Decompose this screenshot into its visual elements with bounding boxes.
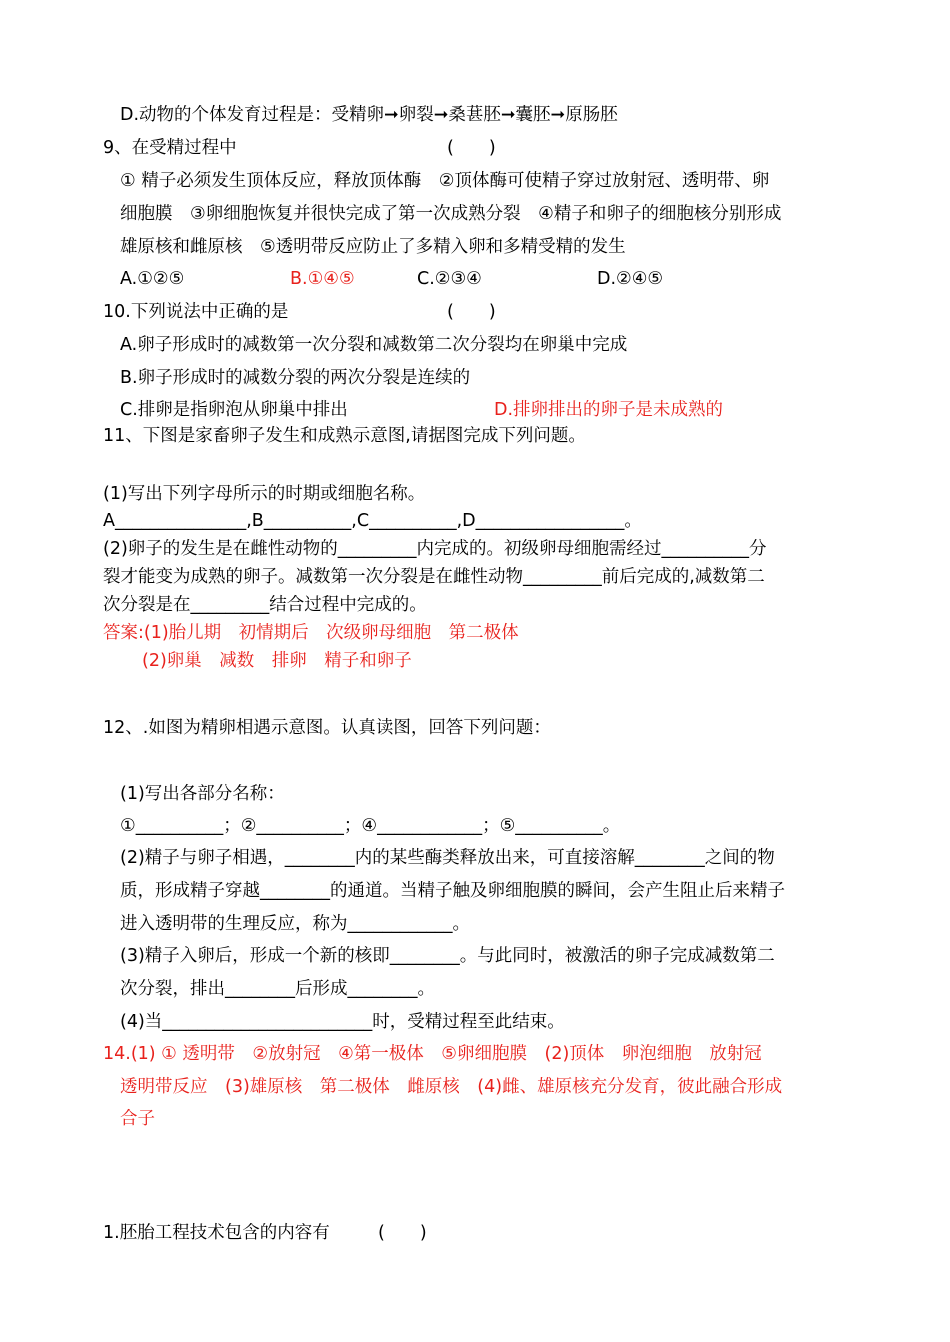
q12-stem: 12、.如图为精卵相遇示意图。认真读图，回答下列问题：: [103, 718, 551, 738]
next-q1-answer-paren: ( ): [378, 1223, 427, 1243]
answer-14-line-3: 合子: [120, 1109, 155, 1129]
q12-part-2-line-1: (2)精子与卵子相遇，________内的某些酶类释放出来，可直接溶解________之间的物: [120, 848, 775, 868]
q11-answer-line-1: 答案:(1)胎儿期 初情期后 次级卵母细胞 第二极体: [103, 623, 519, 643]
next-q1-stem: 1.胚胎工程技术包含的内容有: [103, 1223, 330, 1243]
q12-part-3-line-2: 次分裂，排出________后形成________。: [120, 979, 435, 999]
q11-part-1: (1)写出下列字母所示的时期或细胞名称。: [103, 484, 426, 504]
q9-statement-line-3: 雄原核和雌原核 ⑤透明带反应防止了多精入卵和多精受精的发生: [120, 237, 626, 257]
q12-part-4: (4)当________________________时，受精过程至此结束。: [120, 1012, 565, 1032]
q12-part-2-line-3: 进入透明带的生理反应，称为____________。: [120, 914, 470, 934]
q10-option-c: C.排卵是指卵泡从卵巢中排出: [120, 400, 348, 420]
answer-14-line-1: 14.(1) ① 透明带 ②放射冠 ④第一极体 ⑤卵细胞膜 (2)顶体 卵泡细胞 放射冠: [103, 1044, 762, 1064]
q12-part-1: (1)写出各部分名称：: [120, 784, 285, 804]
q11-part-2-line-3: 次分裂是在_________结合过程中完成的。: [103, 595, 427, 615]
q9-stem: 9、在受精过程中: [103, 138, 237, 158]
q9-answer-paren: ( ): [447, 138, 496, 158]
q11-part-1-blanks: A_______________,B__________,C__________,D_________________。: [103, 511, 642, 531]
q11-answer-line-2: (2)卵巢 减数 排卵 精子和卵子: [142, 651, 412, 671]
q8-option-d: D.动物的个体发育过程是：受精卵➞卵裂➞桑葚胚➞囊胚➞原肠胚: [120, 105, 618, 125]
q11-part-2-line-2: 裂才能变为成熟的卵子。减数第一次分裂是在雌性动物_________前后完成的,减数第二: [103, 567, 765, 587]
q12-part-1-blanks: ①__________；②__________；④____________；⑤__________。: [120, 816, 621, 836]
q9-option-b-answer: B.①④⑤: [290, 269, 355, 289]
q12-part-3-line-1: (3)精子入卵后，形成一个新的核即________。与此同时，被激活的卵子完成减数第二: [120, 946, 775, 966]
q10-option-d-answer: D.排卵排出的卵子是未成熟的: [494, 400, 724, 420]
q9-option-a: A.①②⑤: [120, 269, 185, 289]
q9-statement-line-1: ① 精子必须发生顶体反应，释放顶体酶 ②顶体酶可使精子穿过放射冠、透明带、卵: [120, 171, 770, 191]
q10-answer-paren: ( ): [447, 302, 496, 322]
q10-option-b: B.卵子形成时的减数分裂的两次分裂是连续的: [120, 368, 471, 388]
q11-part-2-line-1: (2)卵子的发生是在雌性动物的_________内完成的。初级卵母细胞需经过__________分: [103, 539, 767, 559]
q10-option-a: A.卵子形成时的减数第一次分裂和减数第二次分裂均在卵巢中完成: [120, 335, 628, 355]
q10-stem: 10.下列说法中正确的是: [103, 302, 289, 322]
q9-option-d: D.②④⑤: [597, 269, 664, 289]
answer-14-line-2: 透明带反应 (3)雄原核 第二极体 雌原核 (4)雌、雄原核充分发育，彼此融合形成: [120, 1077, 783, 1097]
q11-stem: 11、下图是家畜卵子发生和成熟示意图,请据图完成下列问题。: [103, 426, 586, 446]
q12-part-2-line-2: 质，形成精子穿越________的通道。当精子触及卵细胞膜的瞬间，会产生阻止后来精子: [120, 881, 785, 901]
q9-statement-line-2: 细胞膜 ③卵细胞恢复并很快完成了第一次成熟分裂 ④精子和卵子的细胞核分别形成: [120, 204, 782, 224]
q9-option-c: C.②③④: [417, 269, 482, 289]
